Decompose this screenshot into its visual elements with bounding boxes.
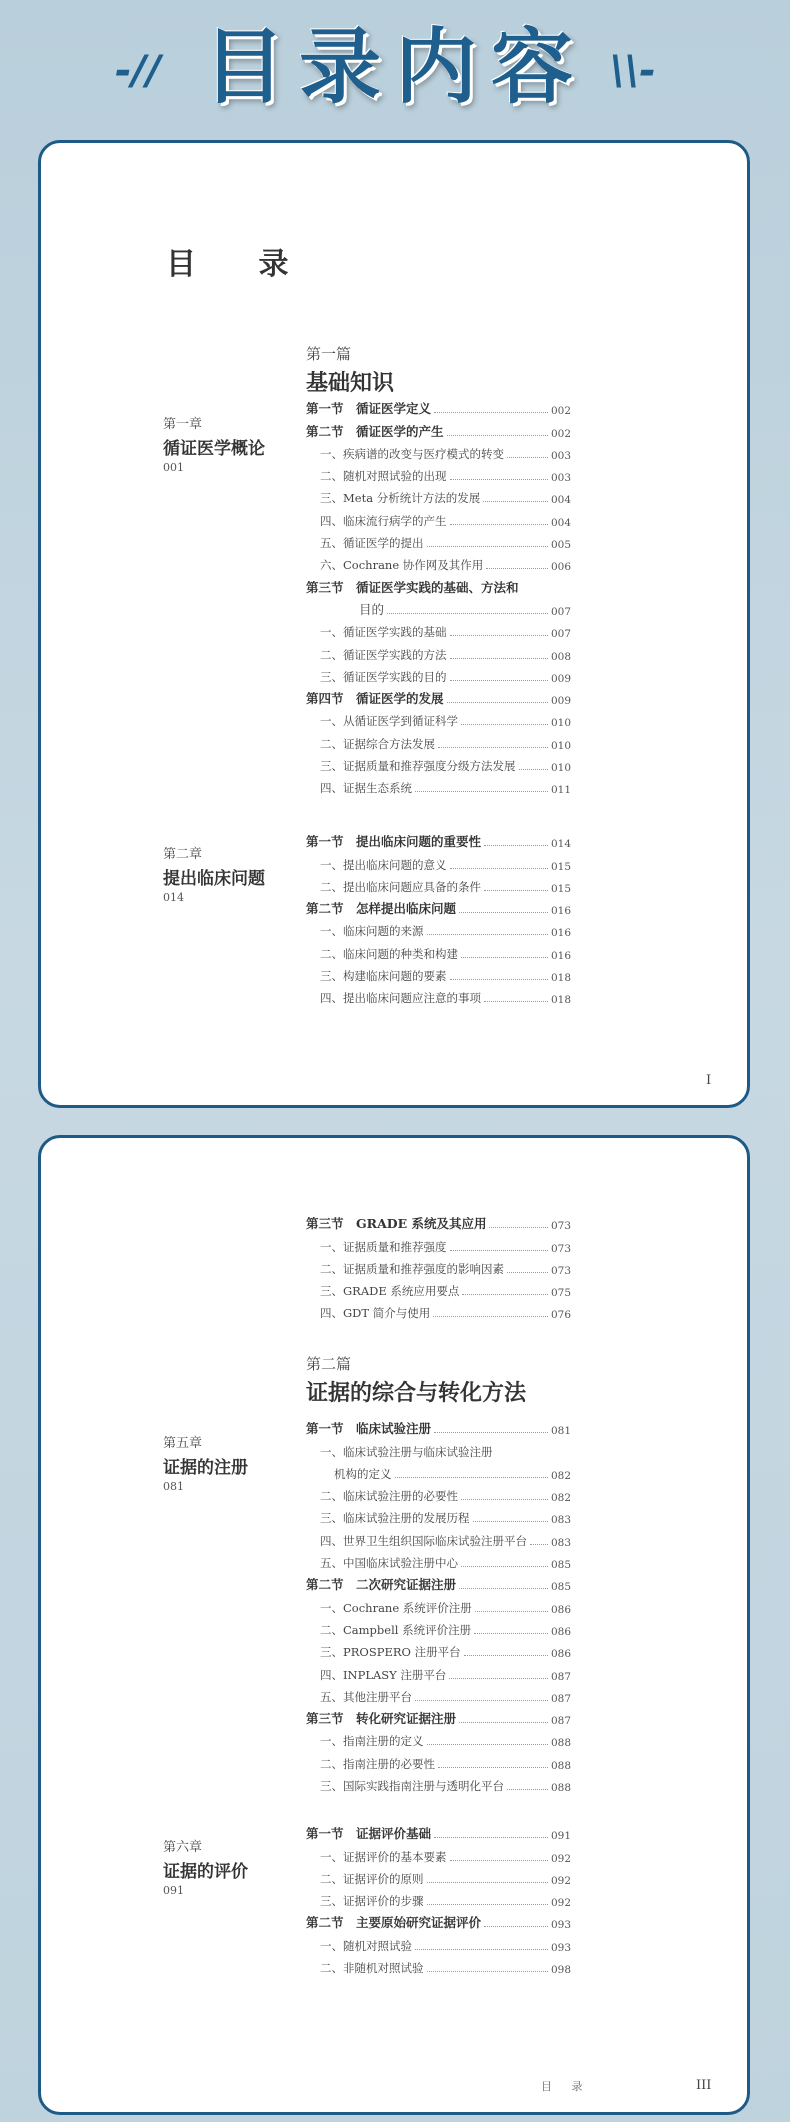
chapter-page: 001 — [163, 461, 184, 474]
entry-page: 081 — [550, 1425, 571, 1438]
entry-title: 四、INPLASY 注册平台 — [320, 1667, 447, 1682]
page-number: I — [706, 1073, 712, 1088]
entry-page: 006 — [550, 561, 571, 574]
entry-page: 088 — [550, 1759, 571, 1772]
entry-page: 073 — [550, 1264, 571, 1277]
toc-subsection-entry — [306, 1931, 571, 1953]
entry-page: 010 — [550, 762, 571, 775]
leader-dots — [464, 1655, 548, 1656]
entry-page: 098 — [550, 1964, 571, 1977]
toc-subsection-entry — [306, 529, 571, 551]
leader-dots — [483, 501, 548, 502]
toc-subsection-entry — [306, 1437, 571, 1459]
leader-dots — [450, 635, 548, 636]
toc-subsection-entry — [306, 1842, 571, 1864]
part-label: 第二篇 — [306, 1355, 352, 1373]
entry-title: 六、Cochrane 协作网及其作用 — [320, 558, 484, 573]
chapter-name: 循证医学概论 — [163, 439, 265, 459]
entry-page: 091 — [550, 1830, 571, 1843]
entry-title: 三、证据质量和推荐强度分级方法发展 — [320, 759, 516, 774]
leader-dots — [459, 1588, 548, 1589]
entry-page: 002 — [550, 427, 571, 440]
entry-title: 一、从循证医学到循证科学 — [320, 714, 458, 729]
entry-title: 五、中国临床试验注册中心 — [320, 1556, 458, 1571]
chapter-label: 第五章 — [163, 1436, 203, 1451]
toc-subsection-entry — [306, 939, 571, 961]
leader-dots — [484, 1926, 548, 1927]
entry-title: 第三节 GRADE 系统及其应用 — [306, 1216, 487, 1232]
toc-subsection-entry — [306, 484, 571, 506]
toc-subsection-entry — [306, 1772, 571, 1794]
leader-dots — [462, 1294, 548, 1295]
leader-dots — [484, 1001, 548, 1002]
entry-title: 一、Cochrane 系统评价注册 — [320, 1600, 472, 1615]
entry-list — [306, 395, 571, 796]
toc-page-3 — [38, 1135, 750, 2115]
entry-title: 第二节 二次研究证据注册 — [306, 1577, 457, 1593]
entry-title: 第二节 主要原始研究证据评价 — [306, 1915, 482, 1931]
entry-page: 015 — [550, 882, 571, 895]
page-number: III — [696, 2078, 712, 2093]
chapter-label: 第六章 — [163, 1840, 203, 1855]
toc-section-entry — [306, 895, 571, 917]
entry-page: 018 — [550, 994, 571, 1007]
entry-page: 010 — [550, 739, 571, 752]
leader-dots — [427, 1744, 548, 1745]
leader-dots — [427, 1971, 548, 1972]
entry-title: 第一节 临床试验注册 — [306, 1421, 432, 1437]
toc-subsection-entry — [306, 596, 571, 618]
decoration-slashes-right: \\- — [610, 48, 656, 94]
toc-subsection-entry — [306, 1683, 571, 1705]
leader-dots — [387, 613, 548, 614]
leader-dots — [461, 957, 548, 958]
entry-page: 087 — [550, 1692, 571, 1705]
leader-dots — [484, 890, 548, 891]
toc-subsection-entry — [306, 1549, 571, 1571]
entry-title: 五、其他注册平台 — [320, 1689, 412, 1704]
entry-page: 009 — [550, 672, 571, 685]
leader-dots — [489, 1227, 547, 1228]
entry-page: 018 — [550, 972, 571, 985]
entry-page: 082 — [550, 1469, 571, 1482]
toc-subsection-entry — [306, 1865, 571, 1887]
entry-page: 086 — [550, 1625, 571, 1638]
entry-title: 二、临床问题的种类和构建 — [320, 946, 458, 961]
entry-title: 三、国际实践指南注册与透明化平台 — [320, 1779, 504, 1794]
entry-title: 一、疾病谱的改变与医疗模式的转变 — [320, 446, 504, 461]
entry-list — [306, 1415, 571, 1794]
chapter-heading — [163, 843, 265, 904]
entry-page: 003 — [550, 449, 571, 462]
leader-dots — [427, 934, 548, 935]
entry-title: 二、指南注册的必要性 — [320, 1756, 435, 1771]
chapter-heading — [163, 1836, 248, 1897]
toc-subsection-entry — [306, 462, 571, 484]
entry-title: 三、临床试验注册的发展历程 — [320, 1511, 470, 1526]
leader-dots — [433, 1316, 548, 1317]
entry-title: 一、随机对照试验 — [320, 1938, 412, 1953]
chapter-page: 014 — [163, 891, 184, 904]
part-name: 基础知识 — [306, 370, 395, 396]
leader-dots — [427, 1904, 548, 1905]
leader-dots — [459, 912, 548, 913]
entry-title: 三、证据评价的步骤 — [320, 1894, 424, 1909]
toc-subsection-entry — [306, 1232, 571, 1254]
entry-page: 014 — [550, 838, 571, 851]
leader-dots — [461, 1566, 548, 1567]
entry-title: 第三节 循证医学实践的基础、方法和 — [306, 579, 519, 595]
entry-page: 016 — [550, 927, 571, 940]
toc-subsection-entry — [306, 1460, 571, 1482]
chapter-page: 091 — [163, 1884, 184, 1897]
leader-dots — [427, 1882, 548, 1883]
entry-page: 088 — [550, 1737, 571, 1750]
entry-title: 二、提出临床问题应具备的条件 — [320, 879, 481, 894]
leader-dots — [434, 412, 548, 413]
entry-page: 073 — [550, 1220, 571, 1233]
toc-subsection-entry — [306, 1504, 571, 1526]
entry-list — [306, 1820, 571, 1976]
toc-subsection-entry — [306, 1660, 571, 1682]
toc-subsection-entry — [306, 1593, 571, 1615]
leader-dots — [450, 868, 548, 869]
entry-page: 086 — [550, 1648, 571, 1661]
leader-dots — [447, 702, 548, 703]
entry-page: 086 — [550, 1603, 571, 1616]
leader-dots — [438, 747, 548, 748]
banner-title: 目录内容 — [202, 20, 587, 115]
leader-dots — [461, 1499, 548, 1500]
chapter-heading — [163, 1432, 248, 1493]
entry-list — [306, 828, 571, 1006]
leader-dots — [507, 1789, 548, 1790]
toc-section-entry — [306, 573, 571, 595]
entry-page: 076 — [550, 1309, 571, 1322]
toc-subsection-entry — [306, 1887, 571, 1909]
toc-section-entry — [306, 1571, 571, 1593]
toc-subsection-entry — [306, 1482, 571, 1504]
leader-dots — [450, 1250, 548, 1251]
entry-title: 五、循证医学的提出 — [320, 536, 424, 551]
leader-dots — [507, 1272, 548, 1273]
entry-title: 四、证据生态系统 — [320, 781, 412, 796]
toc-section-entry — [306, 828, 571, 850]
toc-heading: 目 录 — [166, 247, 315, 282]
leader-dots — [507, 457, 548, 458]
leader-dots — [415, 791, 548, 792]
toc-subsection-entry — [306, 1727, 571, 1749]
entry-page: 092 — [550, 1852, 571, 1865]
entry-page: 009 — [550, 695, 571, 708]
leader-dots — [484, 845, 548, 846]
leader-dots — [449, 1678, 548, 1679]
toc-section-entry — [306, 417, 571, 439]
entry-title: 一、指南注册的定义 — [320, 1734, 424, 1749]
entry-page: 004 — [550, 516, 571, 529]
entry-title: 三、构建临床问题的要素 — [320, 969, 447, 984]
entry-title: 第一节 循证医学定义 — [306, 401, 432, 417]
entry-page: 087 — [550, 1670, 571, 1683]
chapter-name: 提出临床问题 — [163, 869, 265, 889]
footer-label: 目 录 — [541, 2080, 591, 2093]
entry-title: 一、证据评价的基本要素 — [320, 1849, 447, 1864]
toc-subsection-entry — [306, 640, 571, 662]
leader-dots — [395, 1477, 548, 1478]
entry-title: 四、世界卫生组织国际临床试验注册平台 — [320, 1533, 527, 1548]
leader-dots — [434, 1837, 548, 1838]
toc-subsection-entry — [306, 663, 571, 685]
entry-page: 083 — [550, 1514, 571, 1527]
entry-title: 二、循证医学实践的方法 — [320, 647, 447, 662]
chapter-label: 第一章 — [163, 417, 203, 432]
entry-title: 二、证据评价的原则 — [320, 1871, 424, 1886]
entry-page: 075 — [550, 1287, 571, 1300]
entry-title: 一、提出临床问题的意义 — [320, 857, 447, 872]
chapter-label: 第二章 — [163, 847, 203, 862]
entry-title: 四、GDT 简介与使用 — [320, 1306, 431, 1321]
leader-dots — [473, 1521, 548, 1522]
entry-title: 第一节 提出临床问题的重要性 — [306, 834, 482, 850]
decoration-slashes-left: -// — [115, 48, 161, 94]
entry-title: 一、临床问题的来源 — [320, 924, 424, 939]
entry-title: 目的 — [359, 601, 385, 617]
leader-dots — [434, 1432, 548, 1433]
entry-title: 第一节 证据评价基础 — [306, 1826, 432, 1842]
entry-page: 088 — [550, 1782, 571, 1795]
part-heading — [306, 1353, 526, 1407]
entry-title: 三、GRADE 系统应用要点 — [320, 1284, 460, 1299]
toc-section-entry — [306, 1909, 571, 1931]
entry-title: 第四节 循证医学的发展 — [306, 691, 444, 707]
toc-subsection-entry — [306, 1638, 571, 1660]
entry-title: 三、PROSPERO 注册平台 — [320, 1645, 461, 1660]
entry-list — [306, 1210, 571, 1321]
toc-subsection-entry — [306, 1954, 571, 1976]
entry-page: 002 — [550, 405, 571, 418]
entry-page: 093 — [550, 1941, 571, 1954]
entry-page: 015 — [550, 860, 571, 873]
toc-subsection-entry — [306, 440, 571, 462]
entry-title: 第二节 怎样提出临床问题 — [306, 901, 457, 917]
leader-dots — [450, 979, 548, 980]
entry-title: 三、Meta 分析统计方法的发展 — [320, 491, 481, 506]
toc-section-entry — [306, 1415, 571, 1437]
leader-dots — [486, 568, 548, 569]
toc-subsection-entry — [306, 1616, 571, 1638]
entry-title: 三、循证医学实践的目的 — [320, 669, 447, 684]
entry-title: 二、临床试验注册的必要性 — [320, 1489, 458, 1504]
toc-subsection-entry — [306, 707, 571, 729]
leader-dots — [427, 546, 548, 547]
leader-dots — [461, 724, 548, 725]
leader-dots — [450, 658, 548, 659]
entry-page: 003 — [550, 472, 571, 485]
toc-subsection-entry — [306, 984, 571, 1006]
leader-dots — [450, 680, 548, 681]
entry-title: 机构的定义 — [334, 1466, 392, 1481]
entry-page: 073 — [550, 1242, 571, 1255]
toc-subsection-entry — [306, 917, 571, 939]
leader-dots — [438, 1767, 548, 1768]
chapter-name: 证据的注册 — [163, 1458, 248, 1478]
toc-section-entry — [306, 395, 571, 417]
entry-title: 四、临床流行病学的产生 — [320, 513, 447, 528]
chapter-page: 081 — [163, 1480, 184, 1493]
toc-subsection-entry — [306, 1277, 571, 1299]
entry-title: 二、非随机对照试验 — [320, 1961, 424, 1976]
entry-page: 085 — [550, 1559, 571, 1572]
chapter-name: 证据的评价 — [163, 1862, 248, 1882]
toc-subsection-entry — [306, 1299, 571, 1321]
toc-section-entry — [306, 685, 571, 707]
leader-dots — [519, 769, 548, 770]
entry-page: 092 — [550, 1897, 571, 1910]
toc-subsection-entry — [306, 506, 571, 528]
entry-page: 083 — [550, 1536, 571, 1549]
entry-page: 010 — [550, 717, 571, 730]
entry-page: 005 — [550, 539, 571, 552]
entry-title: 二、随机对照试验的出现 — [320, 469, 447, 484]
leader-dots — [450, 1860, 548, 1861]
entry-page: 085 — [550, 1581, 571, 1594]
entry-title: 四、提出临床问题应注意的事项 — [320, 991, 481, 1006]
entry-title: 一、临床试验注册与临床试验注册 — [320, 1444, 493, 1459]
banner — [0, 0, 790, 130]
toc-section-entry — [306, 1705, 571, 1727]
toc-section-entry — [306, 1210, 571, 1232]
entry-title: 二、证据综合方法发展 — [320, 736, 435, 751]
entry-page: 016 — [550, 905, 571, 918]
toc-subsection-entry — [306, 551, 571, 573]
toc-subsection-entry — [306, 1749, 571, 1771]
leader-dots — [530, 1544, 548, 1545]
entry-title: 二、证据质量和推荐强度的影响因素 — [320, 1261, 504, 1276]
toc-page-1 — [38, 140, 750, 1108]
toc-subsection-entry — [306, 774, 571, 796]
toc-subsection-entry — [306, 850, 571, 872]
toc-subsection-entry — [306, 873, 571, 895]
entry-page: 007 — [550, 628, 571, 641]
toc-subsection-entry — [306, 729, 571, 751]
part-name: 证据的综合与转化方法 — [306, 1380, 527, 1406]
leader-dots — [474, 1633, 548, 1634]
entry-page: 007 — [550, 605, 571, 618]
entry-title: 第三节 转化研究证据注册 — [306, 1711, 457, 1727]
leader-dots — [415, 1700, 548, 1701]
leader-dots — [450, 524, 548, 525]
chapter-heading — [163, 413, 265, 474]
entry-title: 第二节 循证医学的产生 — [306, 423, 444, 439]
leader-dots — [415, 1949, 548, 1950]
entry-title: 一、证据质量和推荐强度 — [320, 1239, 447, 1254]
part-label: 第一篇 — [306, 345, 352, 363]
entry-page: 004 — [550, 494, 571, 507]
entry-title: 二、Campbell 系统评价注册 — [320, 1622, 472, 1637]
entry-page: 092 — [550, 1874, 571, 1887]
toc-subsection-entry — [306, 618, 571, 640]
entry-page: 087 — [550, 1715, 571, 1728]
toc-section-entry — [306, 1820, 571, 1842]
leader-dots — [459, 1722, 548, 1723]
toc-subsection-entry — [306, 1526, 571, 1548]
toc-subsection-entry — [306, 962, 571, 984]
entry-title: 一、循证医学实践的基础 — [320, 625, 447, 640]
entry-page: 008 — [550, 650, 571, 663]
leader-dots — [450, 479, 548, 480]
entry-page: 016 — [550, 949, 571, 962]
entry-page: 082 — [550, 1492, 571, 1505]
entry-page: 011 — [550, 784, 571, 797]
toc-subsection-entry — [306, 752, 571, 774]
leader-dots — [475, 1611, 548, 1612]
part-heading — [306, 343, 394, 397]
entry-page: 093 — [550, 1919, 571, 1932]
toc-subsection-entry — [306, 1255, 571, 1277]
leader-dots — [447, 435, 548, 436]
